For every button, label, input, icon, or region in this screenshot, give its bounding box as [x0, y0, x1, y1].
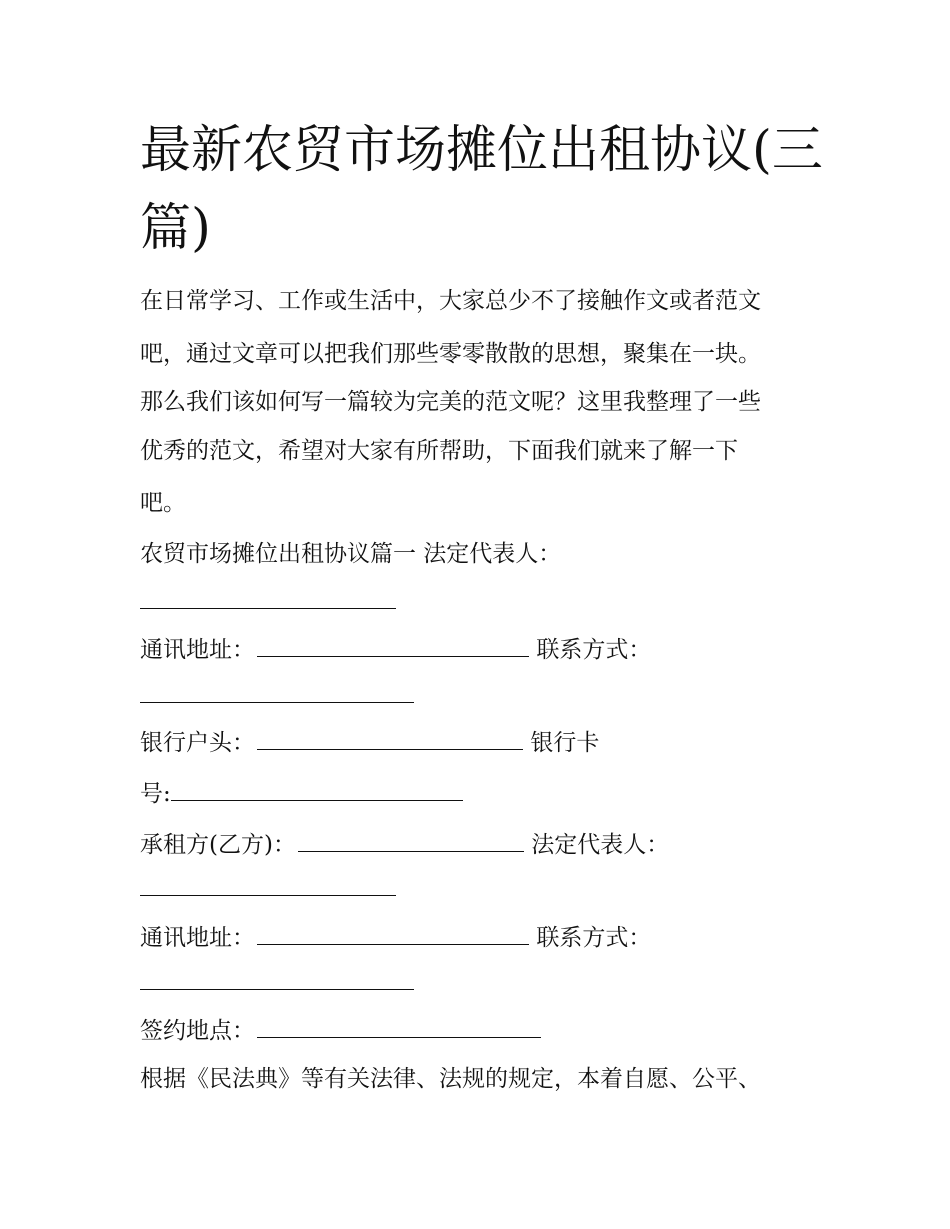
intro-line-1: 在日常学习、工作或生活中，大家总少不了接触作文或者范文 [140, 288, 761, 314]
lessee-contact-blank-row [140, 965, 414, 999]
contact-blank[interactable] [140, 678, 414, 703]
lessee-label: 承租方(乙方)： [140, 832, 296, 858]
legal-rep-blank-row [140, 584, 396, 618]
sign-place-label: 签约地点： [140, 1018, 255, 1044]
address-blank[interactable] [257, 632, 529, 657]
bank-account-label: 银行户头： [140, 730, 255, 756]
lessee-address-blank[interactable] [257, 920, 529, 945]
agreement-heading-line: 农贸市场摊位出租协议篇一 法定代表人： [140, 541, 562, 567]
lessee-contact-label: 联系方式： [536, 925, 652, 951]
document-title: 最新农贸市场摊位出租协议(三篇) [140, 121, 823, 258]
contact-blank-row [140, 678, 414, 712]
lessor-address-row [140, 632, 651, 666]
contact-label: 联系方式： [536, 637, 652, 663]
bank-card-row [140, 776, 463, 810]
legal-rep-blank[interactable] [140, 584, 396, 609]
intro-line-5: 吧。 [140, 490, 186, 516]
bank-card-label-cont: 号: [140, 781, 171, 807]
intro-line-2: 吧，通过文章可以把我们那些零零散散的思想，聚集在一块。 [140, 341, 761, 367]
sign-place-blank[interactable] [257, 1013, 541, 1038]
closing-line: 根据《民法典》等有关法律、法规的规定，本着自愿、公平、 [140, 1066, 761, 1092]
lessee-address-row [140, 920, 651, 954]
bank-account-blank[interactable] [257, 725, 523, 750]
address-label: 通讯地址： [140, 637, 255, 663]
sign-place-row [140, 1013, 541, 1047]
bank-account-row [140, 725, 599, 759]
intro-line-3: 那么我们该如何写一篇较为完美的范文呢？这里我整理了一些 [140, 389, 761, 415]
bank-card-blank[interactable] [171, 776, 463, 801]
intro-line-4: 优秀的范文，希望对大家有所帮助，下面我们就来了解一下 [140, 438, 738, 464]
lessee-contact-blank[interactable] [140, 965, 414, 990]
lessee-blank[interactable] [298, 827, 524, 852]
lessee-row [140, 827, 669, 861]
lessee-legal-rep-label: 法定代表人： [531, 832, 670, 858]
bank-card-label: 银行卡 [530, 730, 600, 756]
lessee-address-label: 通讯地址： [140, 925, 255, 951]
lessee-legal-rep-blank-row [140, 871, 396, 905]
lessee-legal-rep-blank[interactable] [140, 871, 396, 896]
